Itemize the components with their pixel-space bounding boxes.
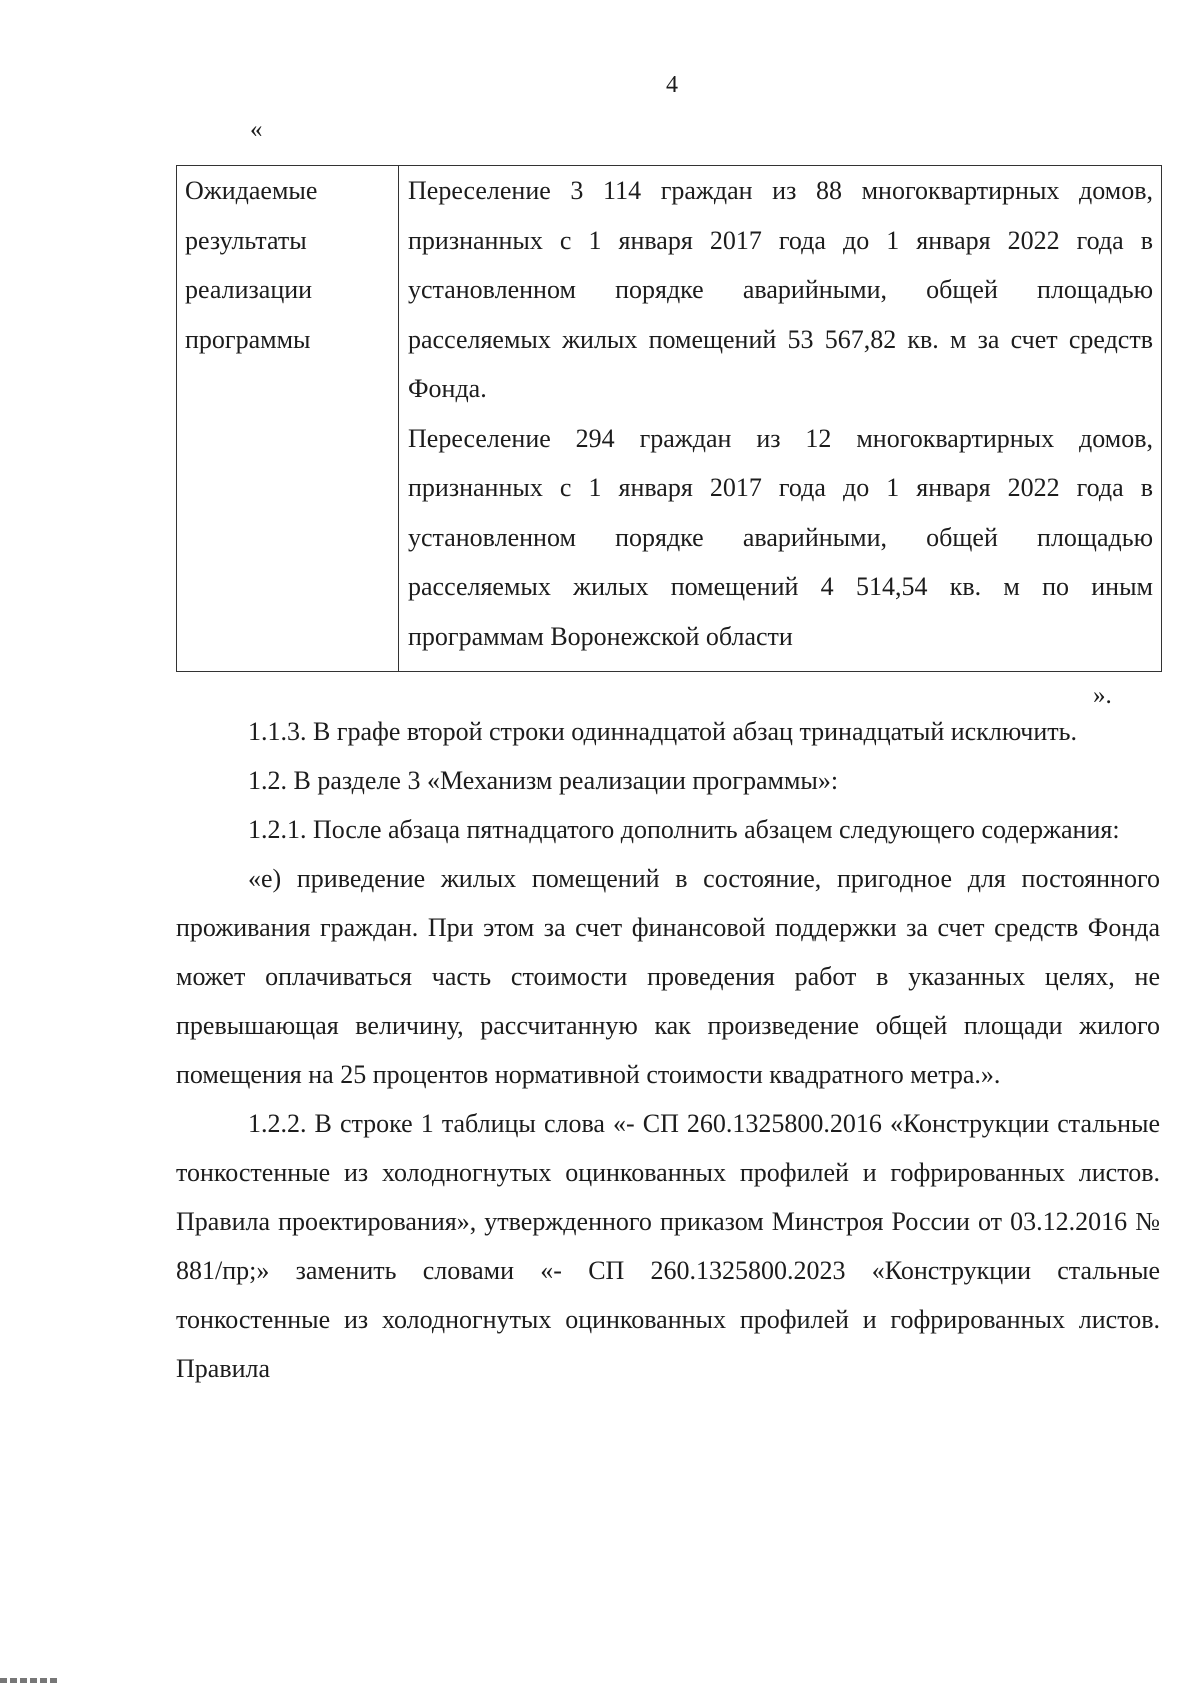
closing-quote-mark: ».	[1093, 682, 1112, 709]
row-content-cell	[399, 166, 1162, 672]
paragraph-inserted-clause-e: «е) приведение жилых помещений в состояние, пригодное для постоянного проживания граждан. При этом за счет финансовой поддержки за счет средств Фонда может оплачиваться часть стоимости проведения работ в указанных целях, не превышающая величину, рассчитанную как произведение общей площади жилого помещения на 25 процентов нормативной стоимости квадратного метра.».	[176, 864, 1160, 1089]
paragraph-1-2-2: 1.2.2. В строке 1 таблицы слова «- СП 260.1325800.2016 «Конструкции стальные тонкостенные из холодногнутых оцинкованных профилей и гофрированных листов. Правила проектирования», утвержденного приказом Минстроя России от 03.12.2016 № 881/пр;» заменить словами «- СП 260.1325800.2023 «Конструкции стальные тонкостенные из холодногнутых оцинкованных профилей и гофрированных листов. Правила	[176, 1109, 1160, 1383]
table-row	[177, 166, 1162, 672]
document-body	[176, 707, 1160, 1393]
paragraph-1-2-1: 1.2.1. После абзаца пятнадцатого дополнить абзацем следующего содержания:	[248, 815, 1120, 844]
content-paragraph-fund: Переселение 3 114 граждан из 88 многоквартирных домов, признанных с 1 января 2017 года до 1 января 2022 года в установленном порядке аварийными, общей площадью расселяемых жилых помещений 53 567,82 кв. м за счет средств Фонда.	[408, 176, 1153, 403]
row-label-cell: Ожидаемые результаты реализации программы	[177, 166, 399, 672]
paragraph-1-1-3: 1.1.3. В графе второй строки одиннадцатой абзац тринадцатый исключить.	[248, 717, 1077, 746]
content-paragraph-other-programs: Переселение 294 граждан из 12 многоквартирных домов, признанных с 1 января 2017 года до 1 января 2022 года в установленном порядке аварийными, общей площадью расселяемых жилых помещений 4 514,54 кв. м по иным программам Воронежской области	[408, 423, 1153, 651]
scan-edge-mark	[0, 1678, 60, 1683]
paragraph-1-2: 1.2. В разделе 3 «Механизм реализации программы»:	[248, 766, 839, 795]
program-passport-table	[176, 165, 1162, 672]
page-number: 4	[666, 72, 678, 98]
opening-quote-mark: «	[250, 116, 263, 143]
